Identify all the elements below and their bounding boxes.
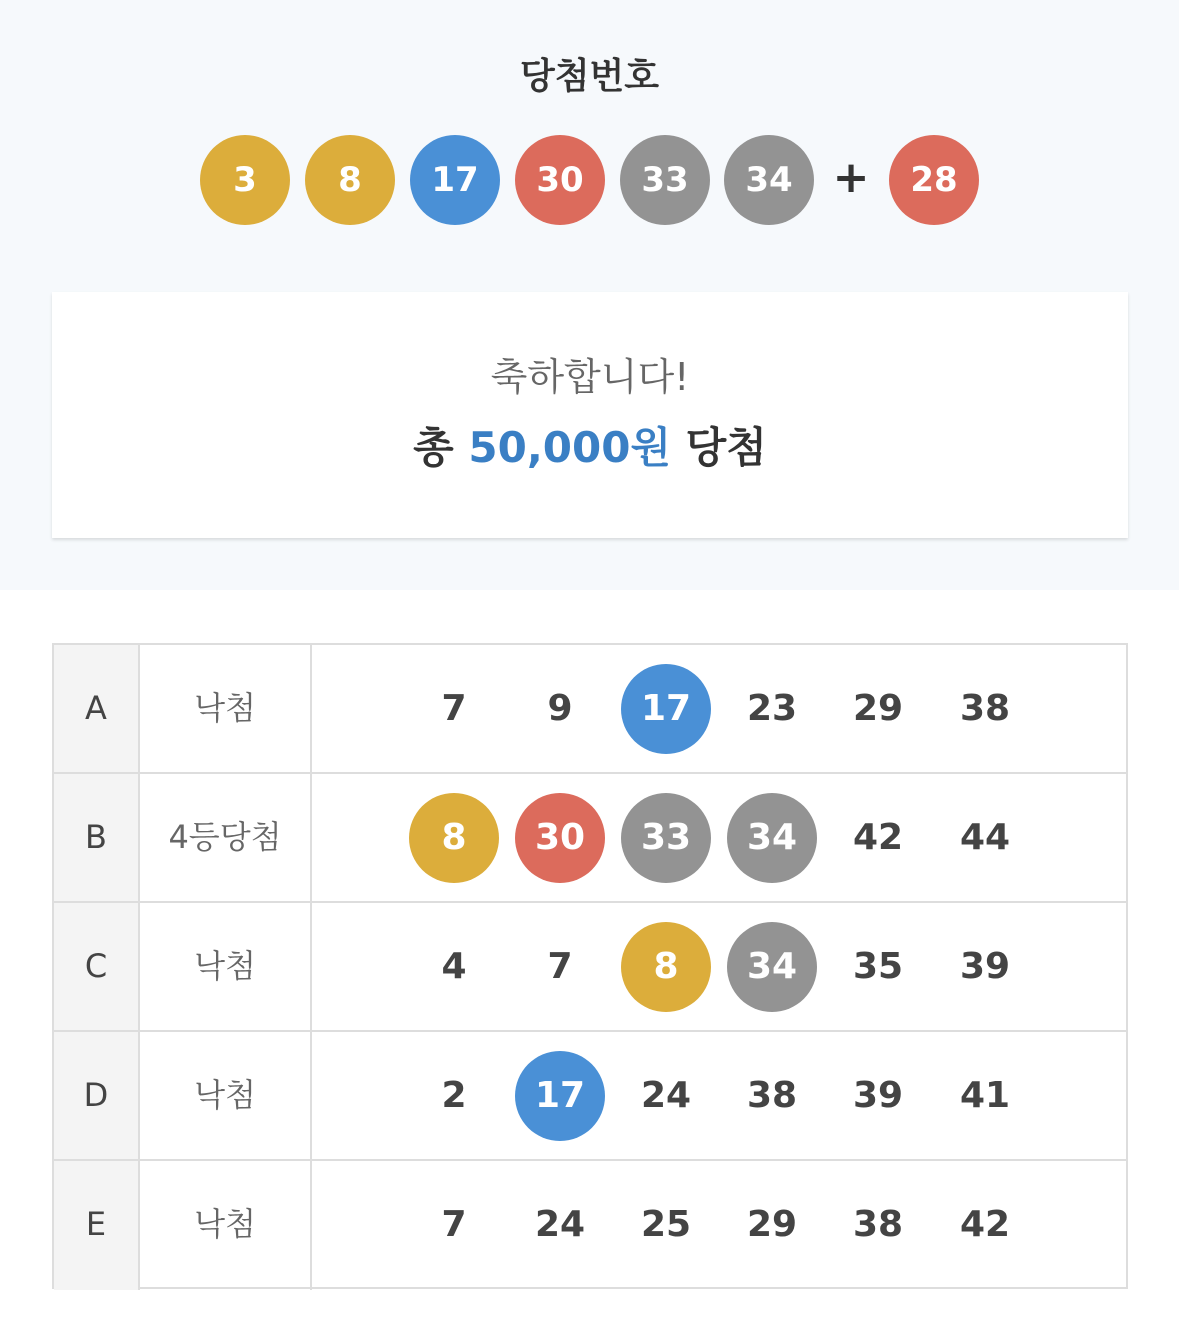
ticket-status: 낙첨 (194, 1205, 256, 1243)
ticket-number: 38 (746, 1075, 798, 1116)
ticket-status-cell (140, 645, 312, 772)
total-suffix: 당첨 (671, 423, 767, 472)
ticket-number: 33 (621, 793, 711, 883)
winning-ball: 3 (200, 135, 290, 225)
winning-ball: 17 (410, 135, 500, 225)
ticket-row (54, 645, 1126, 774)
ticket-label-cell (54, 1161, 140, 1290)
winning-numbers-title: 당첨번호 (519, 56, 660, 97)
ticket-number: 34 (727, 922, 817, 1012)
ticket-number: 29 (746, 1204, 798, 1245)
ticket-row (54, 774, 1126, 903)
total-prefix: 총 (413, 423, 469, 472)
ticket-number: 35 (852, 946, 904, 987)
ticket-status-cell (140, 1032, 312, 1159)
ticket-number: 44 (959, 817, 1011, 858)
ticket-status: 낙첨 (194, 947, 256, 985)
ticket-row (54, 1161, 1126, 1290)
ticket-label: E (85, 1205, 107, 1243)
ticket-row (54, 1032, 1126, 1161)
ticket-number: 8 (409, 793, 499, 883)
ticket-status-cell (140, 1161, 312, 1290)
ticket-number: 17 (621, 664, 711, 754)
result-card (52, 292, 1128, 538)
winning-section (0, 0, 1179, 590)
ticket-number: 25 (640, 1204, 692, 1245)
ticket-number: 39 (959, 946, 1011, 987)
ticket-number: 30 (515, 793, 605, 883)
ticket-label: B (85, 818, 107, 856)
ticket-label-cell (54, 903, 140, 1030)
ticket-label-cell (54, 645, 140, 772)
ticket-number: 24 (534, 1204, 586, 1245)
plus-icon: + (832, 152, 870, 203)
bonus-ball: 28 (889, 135, 979, 225)
ticket-number: 23 (746, 688, 798, 729)
ticket-number: 7 (547, 946, 573, 987)
ticket-number: 39 (852, 1075, 904, 1116)
ticket-number: 41 (959, 1075, 1011, 1116)
ticket-number: 9 (547, 688, 573, 729)
ticket-number: 24 (640, 1075, 692, 1116)
ticket-number: 38 (959, 688, 1011, 729)
ticket-table (52, 643, 1128, 1289)
ticket-number: 7 (441, 1204, 467, 1245)
ticket-status: 4등당첨 (168, 818, 282, 856)
ticket-status-cell (140, 774, 312, 901)
ticket-label-cell (54, 774, 140, 901)
ticket-number: 8 (621, 922, 711, 1012)
ticket-number: 7 (441, 688, 467, 729)
ticket-number: 4 (441, 946, 467, 987)
ticket-label: C (84, 947, 108, 985)
winning-ball: 33 (620, 135, 710, 225)
ticket-number: 29 (852, 688, 904, 729)
ticket-number: 42 (852, 817, 904, 858)
ticket-status: 낙첨 (194, 689, 256, 727)
winning-ball: 34 (724, 135, 814, 225)
ticket-label: D (83, 1076, 109, 1114)
ticket-number: 34 (727, 793, 817, 883)
ticket-number: 17 (515, 1051, 605, 1141)
winning-ball: 30 (515, 135, 605, 225)
ticket-status: 낙첨 (194, 1076, 256, 1114)
ticket-number: 38 (852, 1204, 904, 1245)
ticket-label: A (85, 689, 107, 727)
ticket-status-cell (140, 903, 312, 1030)
prize-amount: 50,000원 (468, 423, 672, 472)
winning-ball: 8 (305, 135, 395, 225)
ticket-label-cell (54, 1032, 140, 1159)
ticket-row (54, 903, 1126, 1032)
congrats-text: 축하합니다! (490, 355, 690, 399)
total-prize (52, 420, 1128, 476)
ticket-number: 2 (441, 1075, 467, 1116)
ticket-number: 42 (959, 1204, 1011, 1245)
